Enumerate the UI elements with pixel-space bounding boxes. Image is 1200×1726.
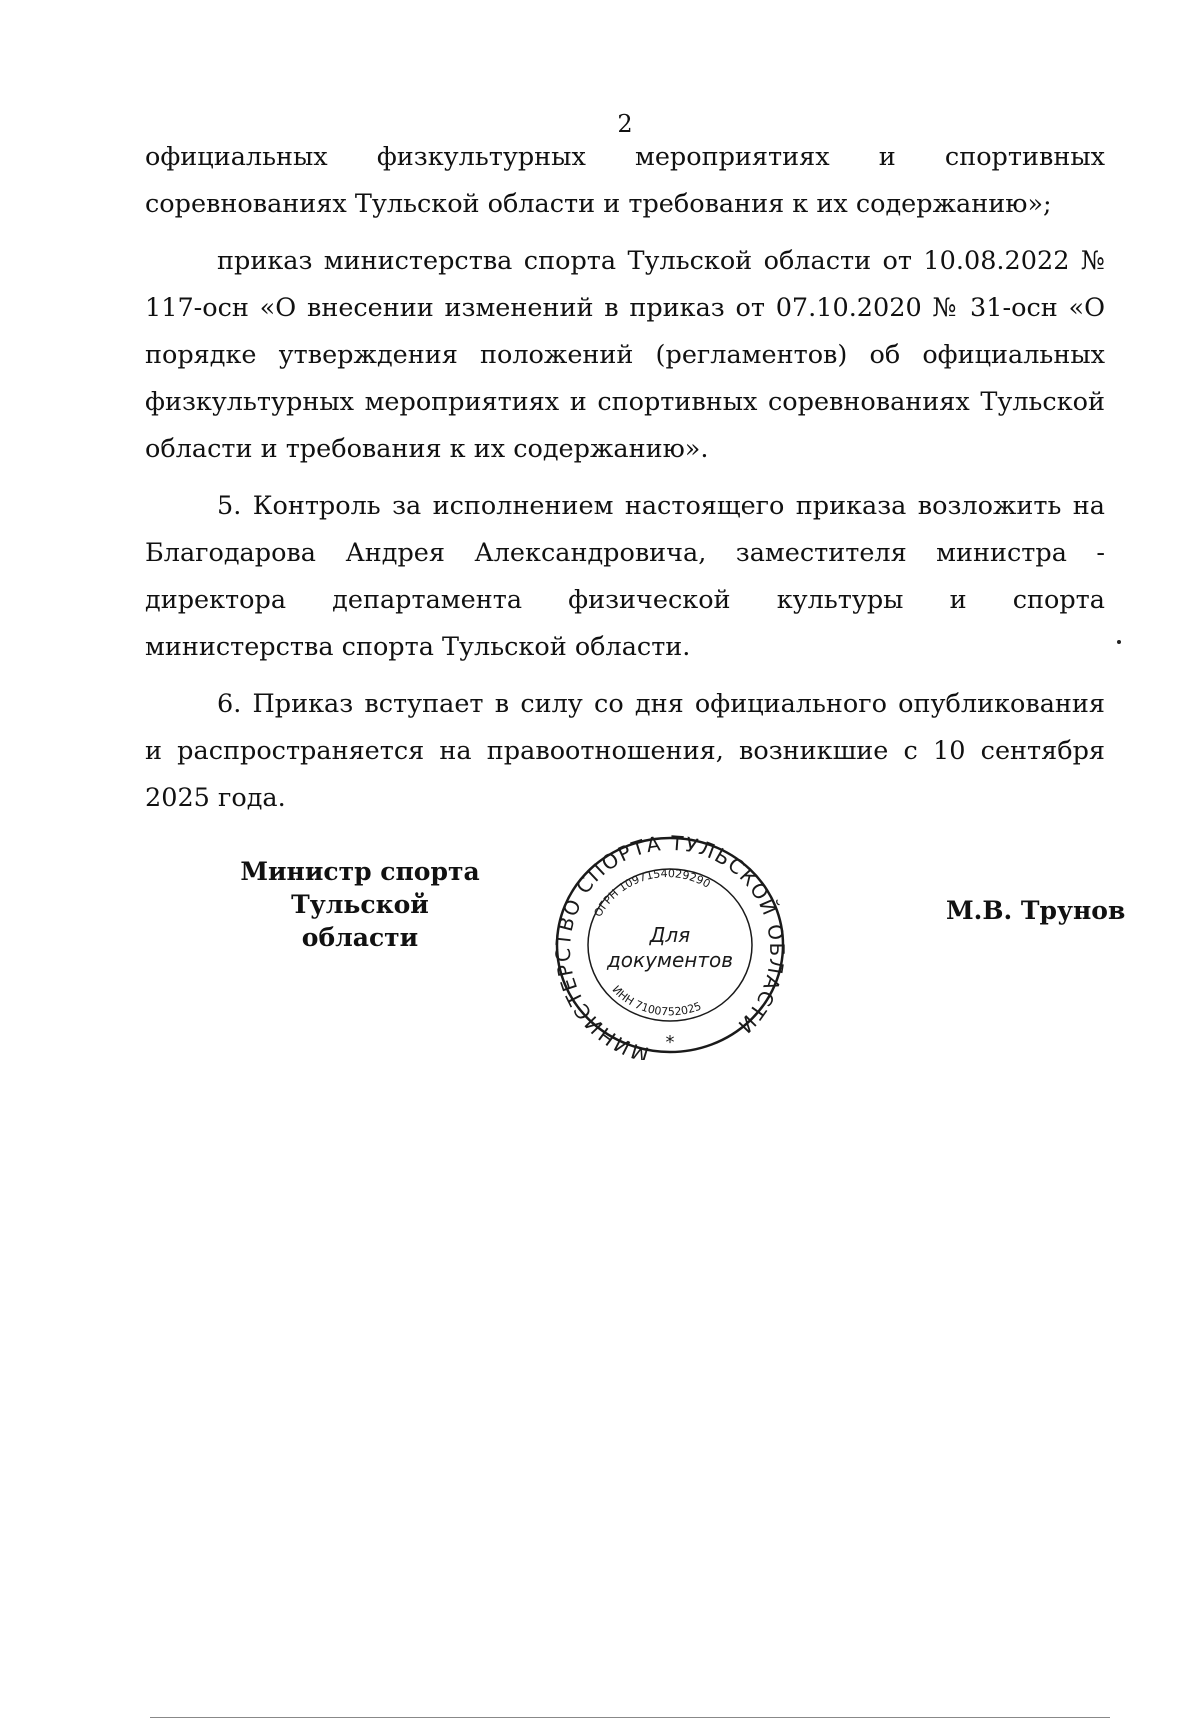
seal-star: * <box>665 1032 675 1053</box>
page-bottom-rule <box>150 1717 1110 1718</box>
seal-inn: ИНН 7100752025 <box>609 982 704 1019</box>
seal-outer-text: МИНИСТЕРСТВО СПОРТА ТУЛЬСКОЙ ОБЛАСТИ <box>550 830 790 1060</box>
stray-dot <box>1117 640 1121 644</box>
paragraph-item-6: 6. Приказ вступает в силу со дня официального опубликования и распространяется на правоотношения, возникшие с 10 сентября 2025 года. <box>145 689 1105 813</box>
signatory-title <box>230 855 490 954</box>
seal-center-line2: документов <box>606 948 734 972</box>
signatory-name: М.В. Трунов <box>946 896 1126 925</box>
signatory-title-line1: Министр спорта <box>240 857 480 886</box>
paragraph-continuation: официальных физкультурных мероприятиях и спортивных соревнованиях Тульской области и требования к их содержанию»; <box>145 142 1105 219</box>
signatory-title-line2: Тульской области <box>291 890 429 952</box>
paragraph-item-5: 5. Контроль за исполнением настоящего приказа возложить на Благодарова Андрея Александровича, заместителя министра - директора департамента физической культуры и спорта министерства спорта Тульской области. <box>145 491 1105 662</box>
seal-ogrn: ОГРН 1097154029290 <box>591 867 713 920</box>
seal-center-line1: Для <box>649 923 691 947</box>
document-body <box>145 134 1105 832</box>
official-seal <box>545 830 795 1060</box>
paragraph-order-reference: приказ министерства спорта Тульской области от 10.08.2022 № 117-осн «О внесении изменений в приказ от 07.10.2020 № 31-осн «О порядке утверждения положений (регламентов) об официальных физкультурных мероприятиях и спортивных соревнованиях Тульской области и требования к их содержанию». <box>145 246 1105 464</box>
page-number: 2 <box>617 110 633 138</box>
